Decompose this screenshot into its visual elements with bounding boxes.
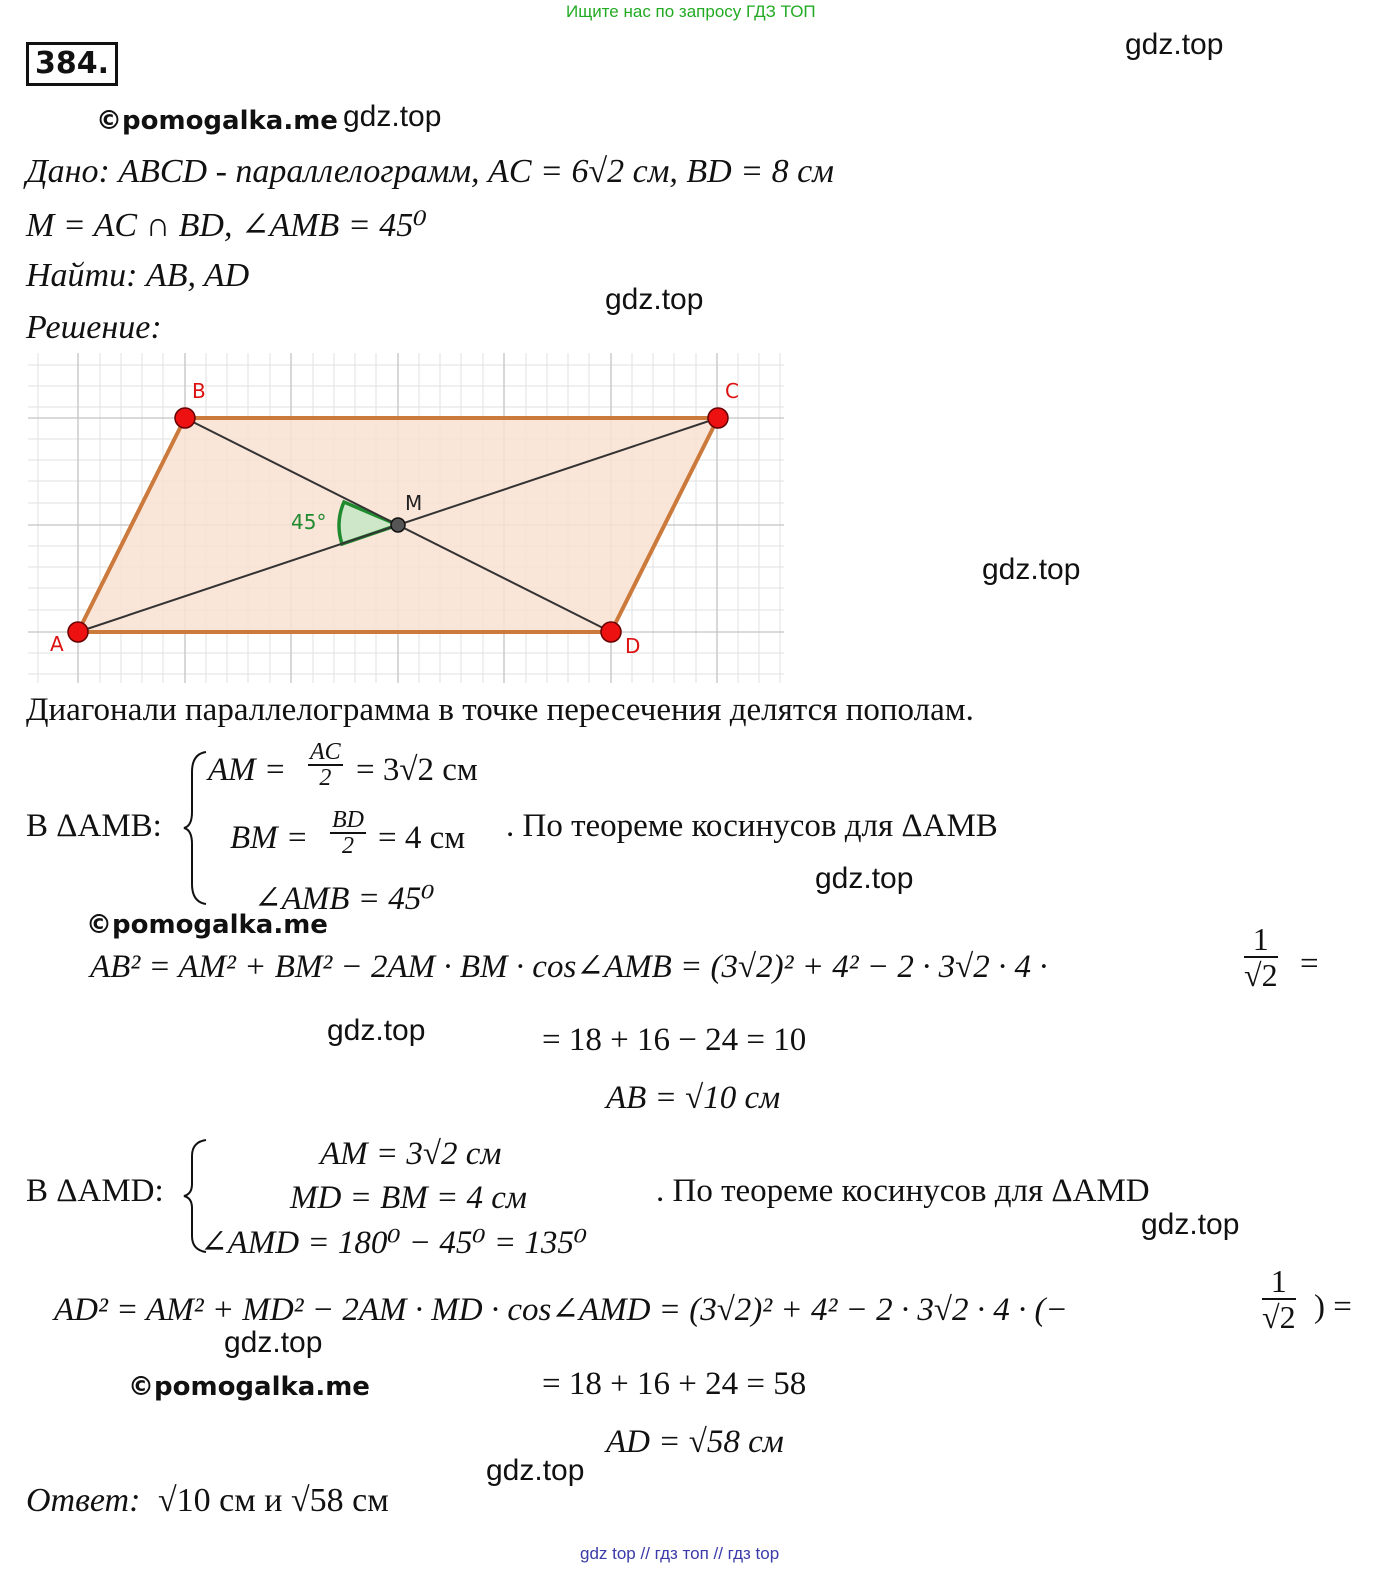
vertex-c [708, 408, 728, 428]
ad-frac-den: √2 [1262, 1299, 1296, 1335]
amb-bm-right: = 4 см [378, 820, 466, 856]
amd-am: AM = 3√2 см [320, 1136, 502, 1172]
amb-bm-left: BM = [230, 820, 309, 856]
point-m [391, 518, 405, 532]
watermark-pomogalka: ©pomogalka.me [96, 106, 338, 136]
parallelogram-figure [28, 353, 784, 683]
ab-formula: AB² = AM² + BM² − 2AM · BM · cos∠AMB = (3√2)² + 4² − 2 · 3√2 · 4 · [90, 949, 1048, 985]
watermark-pomogalka: ©pomogalka.me [86, 910, 328, 940]
vertex-b [175, 408, 195, 428]
answer-value: √10 см и √58 см [158, 1482, 389, 1519]
amb-am-frac [308, 740, 343, 790]
footer-links[interactable]: gdz top // гдз топ // гдз top [580, 1544, 780, 1563]
vertex-a [68, 622, 88, 642]
amb-bm-frac-den: 2 [342, 833, 354, 859]
amd-angle: ∠AMD = 180⁰ − 45⁰ = 135⁰ [200, 1225, 588, 1261]
amb-am-frac-den: 2 [319, 765, 332, 791]
amb-bm-frac-num: BD [332, 807, 364, 833]
ad-frac [1262, 1264, 1296, 1334]
given-line-1: Дано: ABCD - параллелограмм, AC = 6√2 см, BD = 8 см [26, 153, 834, 190]
ad-result: = 18 + 16 + 24 = 58 [542, 1366, 807, 1402]
watermark-gdz: gdz.top [343, 100, 442, 133]
amb-bm-frac [330, 808, 366, 858]
ab-frac-den: √2 [1244, 957, 1278, 993]
amb-cosine-note: . По теореме косинусов для ΔAMB [506, 808, 998, 844]
label-d: D [625, 634, 641, 658]
amd-md: MD = BM = 4 см [290, 1180, 527, 1216]
amd-cosine-note: . По теореме косинусов для ΔAMD [656, 1173, 1150, 1209]
watermark-gdz: gdz.top [815, 862, 914, 895]
watermark-gdz: gdz.top [486, 1454, 585, 1487]
label-m: M [405, 491, 423, 515]
answer-label: Ответ: [26, 1482, 141, 1519]
top-banner[interactable]: Ищите нас по запросу ГДЗ ТОП [566, 2, 816, 21]
amb-am-right: = 3√2 см [356, 752, 478, 788]
watermark-gdz: gdz.top [982, 553, 1081, 586]
ad-answer: AD = √58 см [606, 1424, 784, 1460]
amb-angle: ∠AMB = 45⁰ [254, 881, 435, 917]
ab-answer: AB = √10 см [606, 1080, 781, 1116]
ad-close: ) = [1314, 1289, 1352, 1325]
ab-frac-num: 1 [1244, 922, 1278, 958]
watermark-gdz: gdz.top [1141, 1208, 1240, 1241]
given-line-2: M = AC ∩ BD, ∠AMB = 45⁰ [26, 207, 427, 244]
watermark-gdz: gdz.top [224, 1326, 323, 1359]
amb-am-frac-num: AC [310, 739, 341, 765]
problem-number: 384. [26, 42, 118, 86]
diagonals-statement: Диагонали параллелограмма в точке пересечения делятся пополам. [26, 692, 974, 728]
ab-result: = 18 + 16 − 24 = 10 [542, 1022, 807, 1058]
label-b: B [192, 379, 206, 403]
triangle-amb-label: В ΔAMB: [26, 808, 162, 844]
vertex-d [601, 622, 621, 642]
watermark-gdz: gdz.top [1125, 28, 1224, 61]
watermark-gdz: gdz.top [327, 1014, 426, 1047]
watermark-gdz: gdz.top [605, 283, 704, 316]
find-line: Найти: AB, AD [26, 257, 250, 294]
label-angle: 45° [291, 510, 327, 534]
label-a: A [50, 632, 64, 656]
ab-equals: = [1300, 946, 1319, 982]
watermark-pomogalka: ©pomogalka.me [128, 1372, 370, 1402]
solution-heading: Решение: [26, 309, 162, 346]
ab-frac [1244, 922, 1278, 992]
amb-am-left: AM = [208, 752, 287, 788]
triangle-amd-label: В ΔAMD: [26, 1173, 164, 1209]
ad-frac-num: 1 [1262, 1264, 1296, 1300]
ad-formula: AD² = AM² + MD² − 2AM · MD · cos∠AMD = (3√2)² + 4² − 2 · 3√2 · 4 · (− [54, 1292, 1068, 1328]
label-c: C [725, 379, 739, 403]
brace-amb [182, 748, 210, 908]
